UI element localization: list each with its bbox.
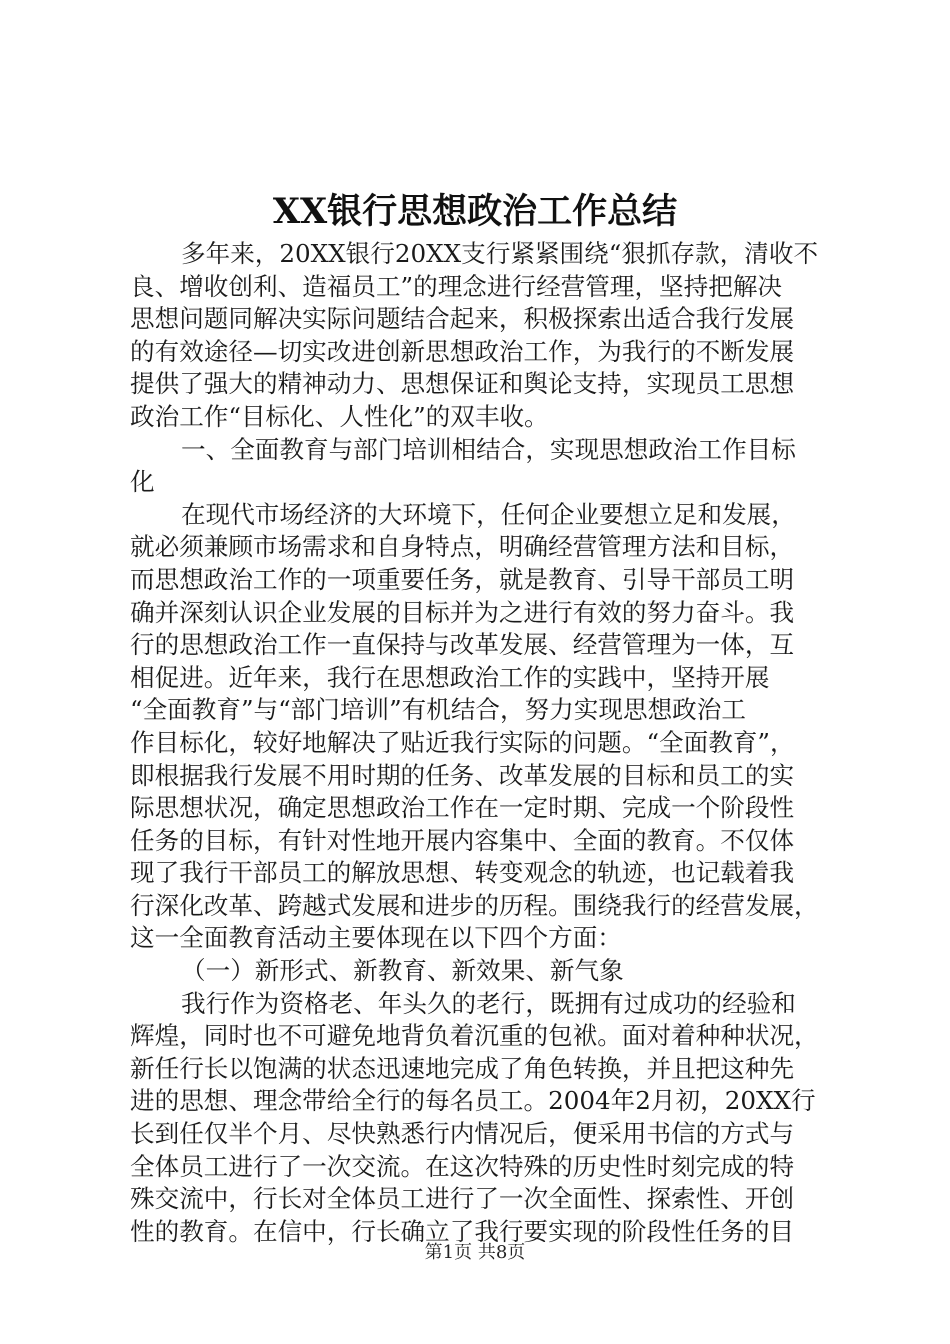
body-line: 任务的目标，有针对性地开展内容集中、全面的教育。不仅体 (130, 825, 795, 855)
body-line: 良、增收创利、造福员工”的理念进行经营管理，坚持把解决 (130, 271, 783, 301)
body-line: 性的教育。在信中，行长确立了我行要实现的阶段性任务的目 (130, 1216, 795, 1246)
body-line: 的有效途径—切实改进创新思想政治工作，为我行的不断发展 (130, 336, 795, 366)
section-heading: 化 (130, 467, 155, 497)
body-line: 政治工作“目标化、人性化”的双丰收。 (130, 401, 549, 431)
body-line: 多年来，20XX银行20XX支行紧紧围绕“狠抓存款，清收不 (181, 239, 819, 268)
body-line: 而思想政治工作的一项重要任务，就是教育、引导干部员工明 (130, 564, 795, 594)
body-line: 这一全面教育活动主要体现在以下四个方面： (130, 923, 622, 953)
body-line: 提供了强大的精神动力、思想保证和舆论支持，实现员工思想 (130, 369, 795, 399)
body-line: 就必须兼顾市场需求和自身特点，明确经营管理方法和目标， (130, 532, 795, 562)
body-line: 行深化改革、跨越式发展和进步的历程。围绕我行的经营发展， (130, 890, 819, 920)
page-number-footer: 第1页 共8页 (424, 1242, 526, 1263)
body-line: 际思想状况，确定思想政治工作在一定时期、完成一个阶段性 (130, 793, 795, 823)
body-line: 在现代市场经济的大环境下，任何企业要想立足和发展， (181, 499, 796, 529)
body-line: 我行作为资格老、年头久的老行，既拥有过成功的经验和 (181, 988, 796, 1018)
body-line: 辉煌，同时也不可避免地背负着沉重的包袱。面对着种种状况， (130, 1021, 819, 1051)
body-line: 即根据我行发展不用时期的任务、改革发展的目标和员工的实 (130, 760, 795, 790)
document-body (130, 238, 830, 1248)
body-line: 行的思想政治工作一直保持与改革发展、经营管理为一体，互 (130, 630, 795, 660)
body-line: 进的思想、理念带给全行的每名员工。2004年2月初，20XX行 (130, 1086, 816, 1116)
section-heading: 一、全面教育与部门培训相结合，实现思想政治工作目标 (181, 434, 796, 464)
body-line: 相促进。近年来，我行在思想政治工作的实践中，坚持开展 (130, 662, 770, 692)
body-line: 作目标化，较好地解决了贴近我行实际的问题。“全面教育”， (130, 727, 795, 757)
body-line: 思想问题同解决实际问题结合起来，积极探索出适合我行发展 (130, 304, 795, 334)
body-line: 长到任仅半个月、尽快熟悉行内情况后，便采用书信的方式与 (130, 1119, 795, 1149)
body-line: 全体员工进行了一次交流。在这次特殊的历史性时刻完成的特 (130, 1151, 795, 1181)
body-line: 新任行长以饱满的状态迅速地完成了角色转换，并且把这种先 (130, 1053, 795, 1083)
body-line: 现了我行干部员工的解放思想、转变观念的轨迹，也记载着我 (130, 858, 795, 888)
body-line: 确并深刻认识企业发展的目标并为之进行有效的努力奋斗。我 (130, 597, 795, 627)
body-line: “全面教育”与“部门培训”有机结合，努力实现思想政治工 (130, 695, 746, 725)
subsection-heading: （一）新形式、新教育、新效果、新气象 (181, 956, 624, 986)
document-title: XX银行思想政治工作总结 (272, 191, 678, 232)
body-line: 殊交流中，行长对全体员工进行了一次全面性、探索性、开创 (130, 1184, 795, 1214)
